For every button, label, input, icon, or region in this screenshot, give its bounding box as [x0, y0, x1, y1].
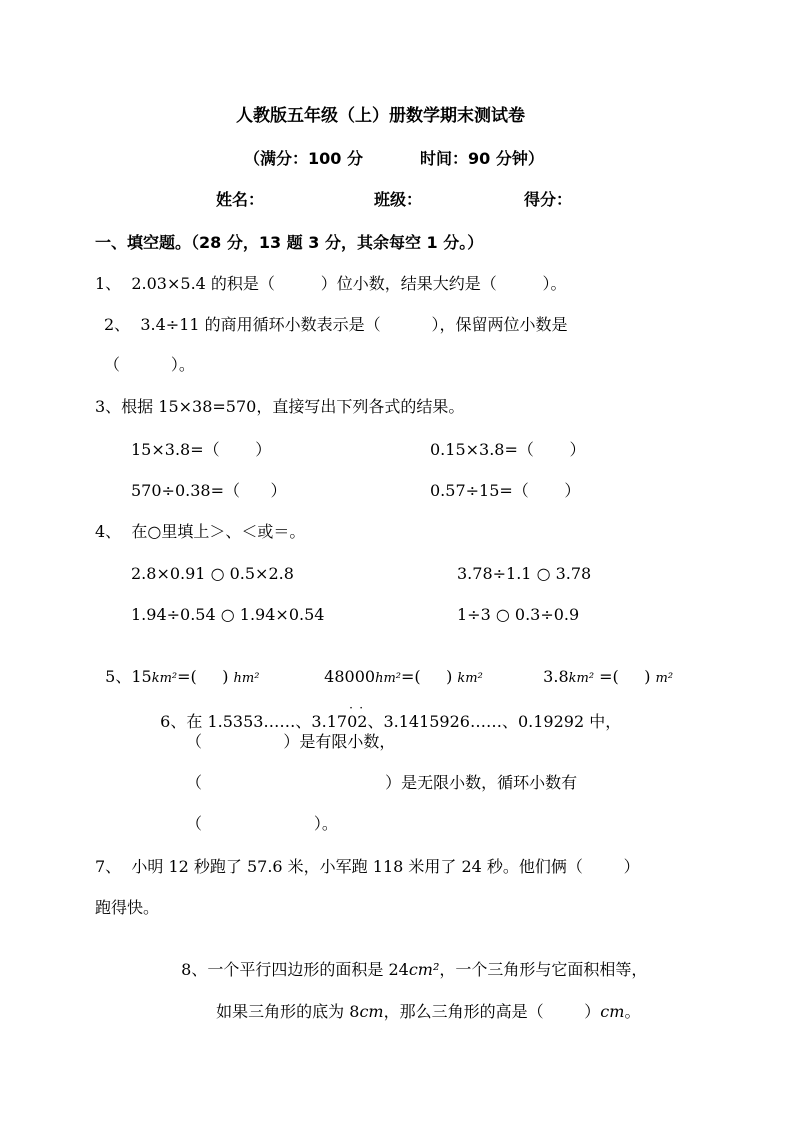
- question-3: 3、根据 15×38=570，直接写出下列各式的结果。: [95, 397, 465, 416]
- question-6: [150, 692, 621, 732]
- repeating-digit: · 0: [347, 701, 358, 731]
- repeat-dot: ·: [359, 701, 364, 715]
- blank: =( ): [401, 667, 458, 686]
- unit: cm: [359, 1002, 384, 1021]
- value: 15: [131, 667, 152, 686]
- unit: cm²: [408, 960, 440, 979]
- question-4-item: 2.8×0.91 ○ 0.5×2.8: [131, 564, 294, 583]
- question-4: 4、 在○里填上＞、＜或＝。: [95, 522, 306, 541]
- question-2: 2、 3.4÷11 的商用循环小数表示是（ ），保留两位小数是: [104, 315, 568, 334]
- unit: hm²: [375, 671, 401, 686]
- class-label: 班级：: [374, 190, 423, 209]
- question-7: 7、 小明 12 秒跑了 57.6 米，小军跑 118 米用了 24 秒。他们俩（ ）: [95, 857, 640, 876]
- section-heading: 一、填空题。（28 分，13 题 3 分，其余每空 1 分。）: [95, 233, 484, 252]
- blank: =( ): [177, 667, 234, 686]
- question-6-line: （ ）是无限小数，循环小数有: [186, 773, 578, 792]
- question-3-item: 0.15×3.8=（ ）: [430, 440, 586, 459]
- question-8: 8、一个平行四边形的面积是 24cm²，一个三角形与它面积相等，: [181, 960, 648, 979]
- value: 3.8: [543, 667, 569, 686]
- question-2-continued: （ ）。: [104, 355, 195, 374]
- unit: m²: [655, 671, 674, 686]
- question-number: 5、: [105, 667, 132, 686]
- unit: cm: [600, 1002, 625, 1021]
- question-3-item: 0.57÷15=（ ）: [430, 481, 581, 500]
- text: 6、在 1.5353……、3.17: [160, 712, 348, 731]
- name-label: 姓名：: [216, 190, 265, 209]
- unit: km²: [457, 671, 483, 686]
- exam-time: 时间：90 分钟）: [420, 149, 544, 168]
- question-5-part: [314, 647, 483, 689]
- full-marks: （满分：100 分: [244, 149, 363, 168]
- repeat-dot: ·: [349, 701, 353, 715]
- question-4-item: 1.94÷0.54 ○ 1.94×0.54: [131, 605, 325, 624]
- question-4-item: 1÷3 ○ 0.3÷0.9: [457, 605, 580, 624]
- text: 、3.1415926……、0.19292 中，: [367, 712, 622, 731]
- page-title: 人教版五年级（上）册数学期末测试卷: [236, 106, 525, 126]
- question-1: 1、 2.03×5.4 的积是（ ）位小数，结果大约是（ ）。: [95, 274, 567, 293]
- question-5-part: [533, 647, 673, 689]
- unit: km²: [568, 671, 595, 686]
- value: 48000: [324, 667, 376, 686]
- question-5: [95, 647, 259, 689]
- score-label: 得分：: [524, 190, 573, 209]
- question-6-line: （ ）是有限小数，: [186, 732, 396, 751]
- repeating-digit: · 2: [357, 701, 368, 731]
- unit: km²: [151, 671, 178, 686]
- question-7-continued: 跑得快。: [95, 898, 160, 917]
- unit: hm²: [233, 671, 260, 686]
- question-4-item: 3.78÷1.1 ○ 3.78: [457, 564, 592, 583]
- question-8-continued: 如果三角形的底为 8cm，那么三角形的高是（ ）cm。: [216, 1002, 641, 1021]
- blank: =( ): [594, 667, 656, 686]
- question-3-item: 570÷0.38=（ ）: [131, 481, 287, 500]
- question-6-line: （ ）。: [186, 814, 338, 833]
- question-3-item: 15×3.8=（ ）: [131, 440, 272, 459]
